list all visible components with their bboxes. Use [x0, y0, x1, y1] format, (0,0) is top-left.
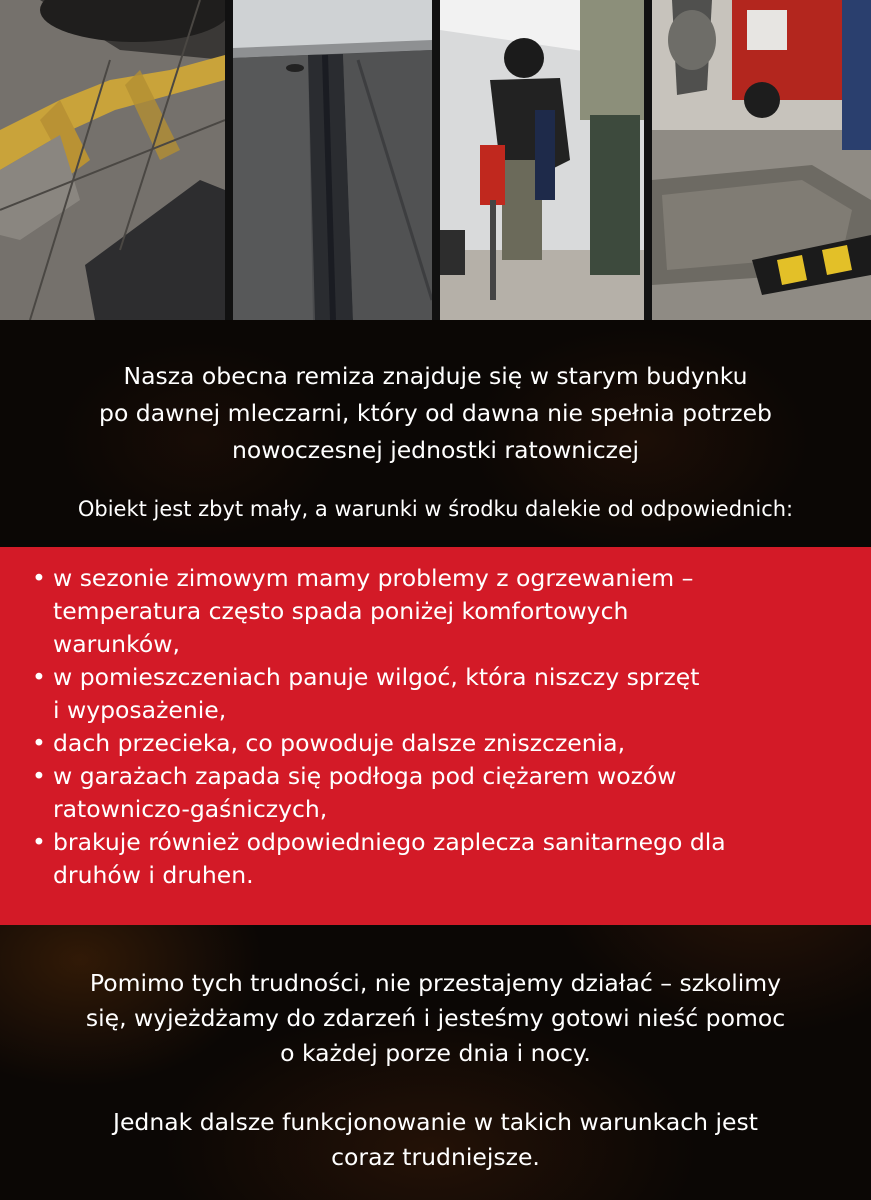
list-item-line: • dach przecieka, co powoduje dalsze zniszczenia,	[53, 729, 626, 757]
list-item-line: temperatura często spada poniżej komfortowych	[53, 597, 629, 625]
closing-line: o każdej porze dnia i nocy.	[280, 1039, 591, 1067]
closing-line: coraz trudniejsze.	[331, 1143, 540, 1171]
list-item-line: i wyposażenie,	[53, 696, 227, 724]
closing-paragraph	[0, 966, 871, 1071]
list-item	[32, 562, 842, 661]
list-item	[32, 826, 842, 892]
final-paragraph	[0, 1105, 871, 1175]
closing-line: Jednak dalsze funkcjonowanie w takich warunkach jest	[113, 1108, 758, 1136]
photo-strip	[0, 0, 871, 320]
closing-line: Pomimo tych trudności, nie przestajemy działać – szkolimy	[89, 969, 782, 997]
intro-line: po dawnej mleczarni, który od dawna nie spełnia potrzeb	[99, 399, 772, 427]
list-item-line: • brakuje również odpowiedniego zaplecza sanitarnego dla	[53, 828, 726, 856]
list-item	[32, 661, 842, 727]
list-item-line: • w pomieszczeniach panuje wilgoć, która niszczy sprzęt	[53, 663, 700, 691]
intro-paragraph	[0, 358, 871, 469]
list-item	[32, 760, 842, 826]
list-item-line: ratowniczo-gaśniczych,	[53, 795, 328, 823]
intro-line: Nasza obecna remiza znajduje się w starym budynku	[123, 362, 748, 390]
damaged-floor-photo	[0, 0, 225, 320]
list-item-line: druhów i druhen.	[53, 861, 254, 889]
list-item	[32, 727, 842, 760]
intro-line: nowoczesnej jednostki ratowniczej	[232, 436, 639, 464]
garage-floor-repair-photo	[652, 0, 871, 320]
list-item-line: • w garażach zapada się podłoga pod ciężarem wozów	[53, 762, 677, 790]
jackhammer-work-photo	[440, 0, 644, 320]
problems-list	[32, 562, 842, 892]
closing-line: się, wyjeżdżamy do zdarzeń i jesteśmy gotowi nieść pomoc	[85, 1004, 786, 1032]
list-item-line: • w sezonie zimowym mamy problemy z ogrzewaniem –	[53, 564, 694, 592]
leaking-roof-photo	[233, 0, 432, 320]
list-item-line: warunków,	[53, 630, 180, 658]
problems-lead: Obiekt jest zbyt mały, a warunki w środku dalekie od odpowiednich:	[77, 497, 794, 521]
